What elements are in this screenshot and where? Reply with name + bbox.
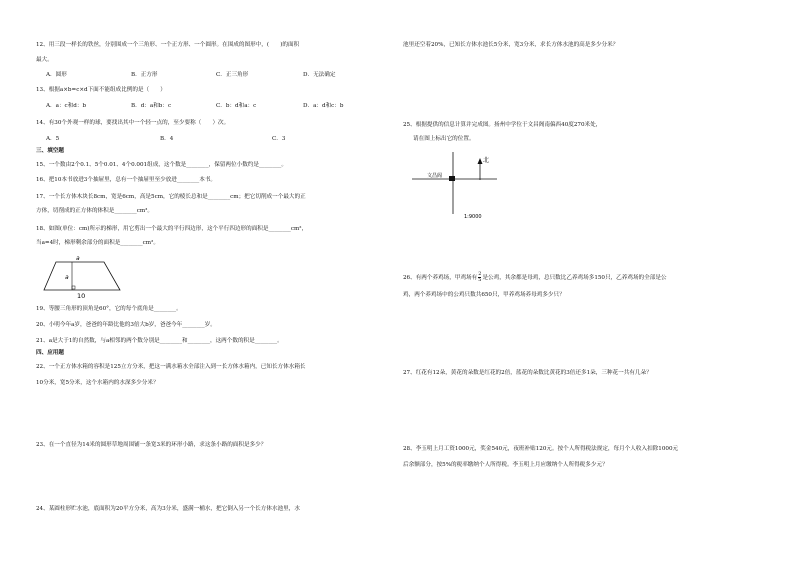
question-26-cont: 鸡，两个养鸡场中的公鸡只数共650只，甲养鸡场养母鸡多少只？ — [403, 292, 565, 298]
trapezoid-figure — [36, 252, 136, 302]
q26-fraction — [478, 272, 481, 283]
section-heading-application: 四、应用题 — [36, 350, 64, 356]
question-13: 13、根据a×b=c×d下面不能组成比例的是（ ） — [36, 87, 166, 93]
q14-option-c: C．3 — [272, 136, 286, 142]
q14-option-b: B．4 — [160, 136, 174, 142]
map-scale-label: 1:9000 — [464, 214, 482, 220]
q13-option-b: B．d：a和b：c — [131, 103, 172, 109]
q12-option-d: D．无法确定 — [303, 72, 336, 78]
question-28: 28、李玉明上月工资1000元，奖金540元，夜班补贴120元。按个人所得税法规定，每月个人收入扣除1000元 — [403, 446, 679, 452]
question-17: 17、一个长方体木块长8cm，宽是6cm，高是5cm，它的棱长总和是________cm；把它切削成一个最大的正 — [36, 194, 306, 200]
q26-text-pre: 26、有两个养鸡场，甲鸡场有 — [403, 275, 478, 281]
question-23: 23、在一个直径为14米的圆形草地周围铺一条宽3米的环形小路，求这条小路的面积是多少？ — [36, 442, 267, 448]
right-angle-mark — [72, 286, 75, 289]
section-heading-fill: 三、填空题 — [36, 148, 64, 154]
q12-option-a: A．圆形 — [46, 72, 67, 78]
wenchang-pavilion-marker — [449, 176, 455, 181]
q12-option-c: C．正三角形 — [216, 72, 249, 78]
question-12-cont: 最大。 — [36, 57, 53, 63]
right-column — [397, 0, 794, 562]
question-19: 19、等腰三角形的顶角是60°，它的每个底角是________。 — [36, 306, 182, 312]
question-25-cont: 请在图上标出它的位置。 — [413, 136, 475, 142]
wenchang-pavilion-label: 文昌阁 — [427, 173, 443, 179]
map-figure — [407, 146, 517, 226]
q26-fraction-denominator: 5 — [478, 277, 482, 283]
question-18: 18、如图(单位：cm)所示的梯形，用它剪出一个最大的平行四边形，这个平行四边形的面积是________cm²， — [36, 226, 308, 232]
north-arrow-icon — [478, 158, 483, 164]
q13-option-d: D．a：d和c：b — [303, 103, 344, 109]
question-21: 21、a是大于1的自然数，与a相邻的两个数分别是________和________，这两个数的积是________。 — [36, 338, 283, 344]
q13-option-a: A．a：c和d：b — [46, 103, 87, 109]
question-18-cont: 当a=4时，梯形剩余部分的面积是________cm²。 — [36, 240, 159, 246]
q12-option-b: B．正方形 — [131, 72, 158, 78]
question-22-cont: 10分米，宽5分米，这个水箱内的水深多少分米？ — [36, 380, 159, 386]
question-26 — [403, 272, 667, 283]
q13-option-c: C．b：d和a：c — [216, 103, 257, 109]
question-22: 22、一个正方体水箱的容积是125立方分米，把这一满水箱水全部注入到一长方体水箱内，已知长方体水箱长 — [36, 364, 306, 370]
question-27: 27、红花有12朵，黄花的朵数是红花的2倍，蓝花的朵数比黄花的3倍还多1朵，三种花一共有几朵？ — [403, 370, 652, 376]
question-28-cont: 后余额部分，按5%的税率缴纳个人所得税。李玉明上月应缴纳个人所得税多少元？ — [403, 462, 608, 468]
question-12: 12、用三段一样长的铁丝，分别围成一个三角形、一个正方形、一个圆形。在围成的图形中，( )的面积 — [36, 42, 300, 48]
question-16: 16、把10本书放进3个抽屉里，总有一个抽屉里至少放进________本书。 — [36, 177, 217, 183]
question-25: 25、根据提供的信息计算并完成图。扬州中学位于文昌阁南偏西40度270米处， — [403, 122, 602, 128]
q14-option-a: A．5 — [46, 136, 60, 142]
question-15: 15、一个数由2个0.1、5个0.01、4个0.001组成，这个数是________，保留两位小数约是________。 — [36, 162, 287, 168]
label-top-base: a — [76, 255, 80, 262]
question-24: 24、某圆柱形贮水池，底面积为20平方分米，高为3分米，盛满一桶水，把它倒入另一个长方体水池里，水 — [36, 506, 300, 512]
north-label: 北 — [483, 157, 490, 164]
label-height: a — [65, 274, 69, 281]
question-20: 20、小明今年a岁，爸爸的年龄比他的3倍大b岁，爸爸今年________岁。 — [36, 322, 216, 328]
label-bottom-base: 10 — [77, 292, 86, 300]
trapezoid-shape — [44, 262, 120, 290]
question-14: 14、有30个外观一样的球，要找出其中一个轻一点的，至少要称（ ）次。 — [36, 120, 230, 126]
question-17-cont: 方体，切削成的正方体的体积是________cm³。 — [36, 208, 153, 214]
q26-text-post: 是公鸡，其余都是母鸡，总只数比乙养鸡场多150只，乙养鸡场的全部是公 — [482, 275, 667, 281]
question-24-cont: 池里还空着20%，已知长方体水池长5分米，宽3分米，求长方体水池的高是多少分米？ — [403, 42, 619, 48]
q26-fraction-numerator: 2 — [478, 271, 482, 277]
